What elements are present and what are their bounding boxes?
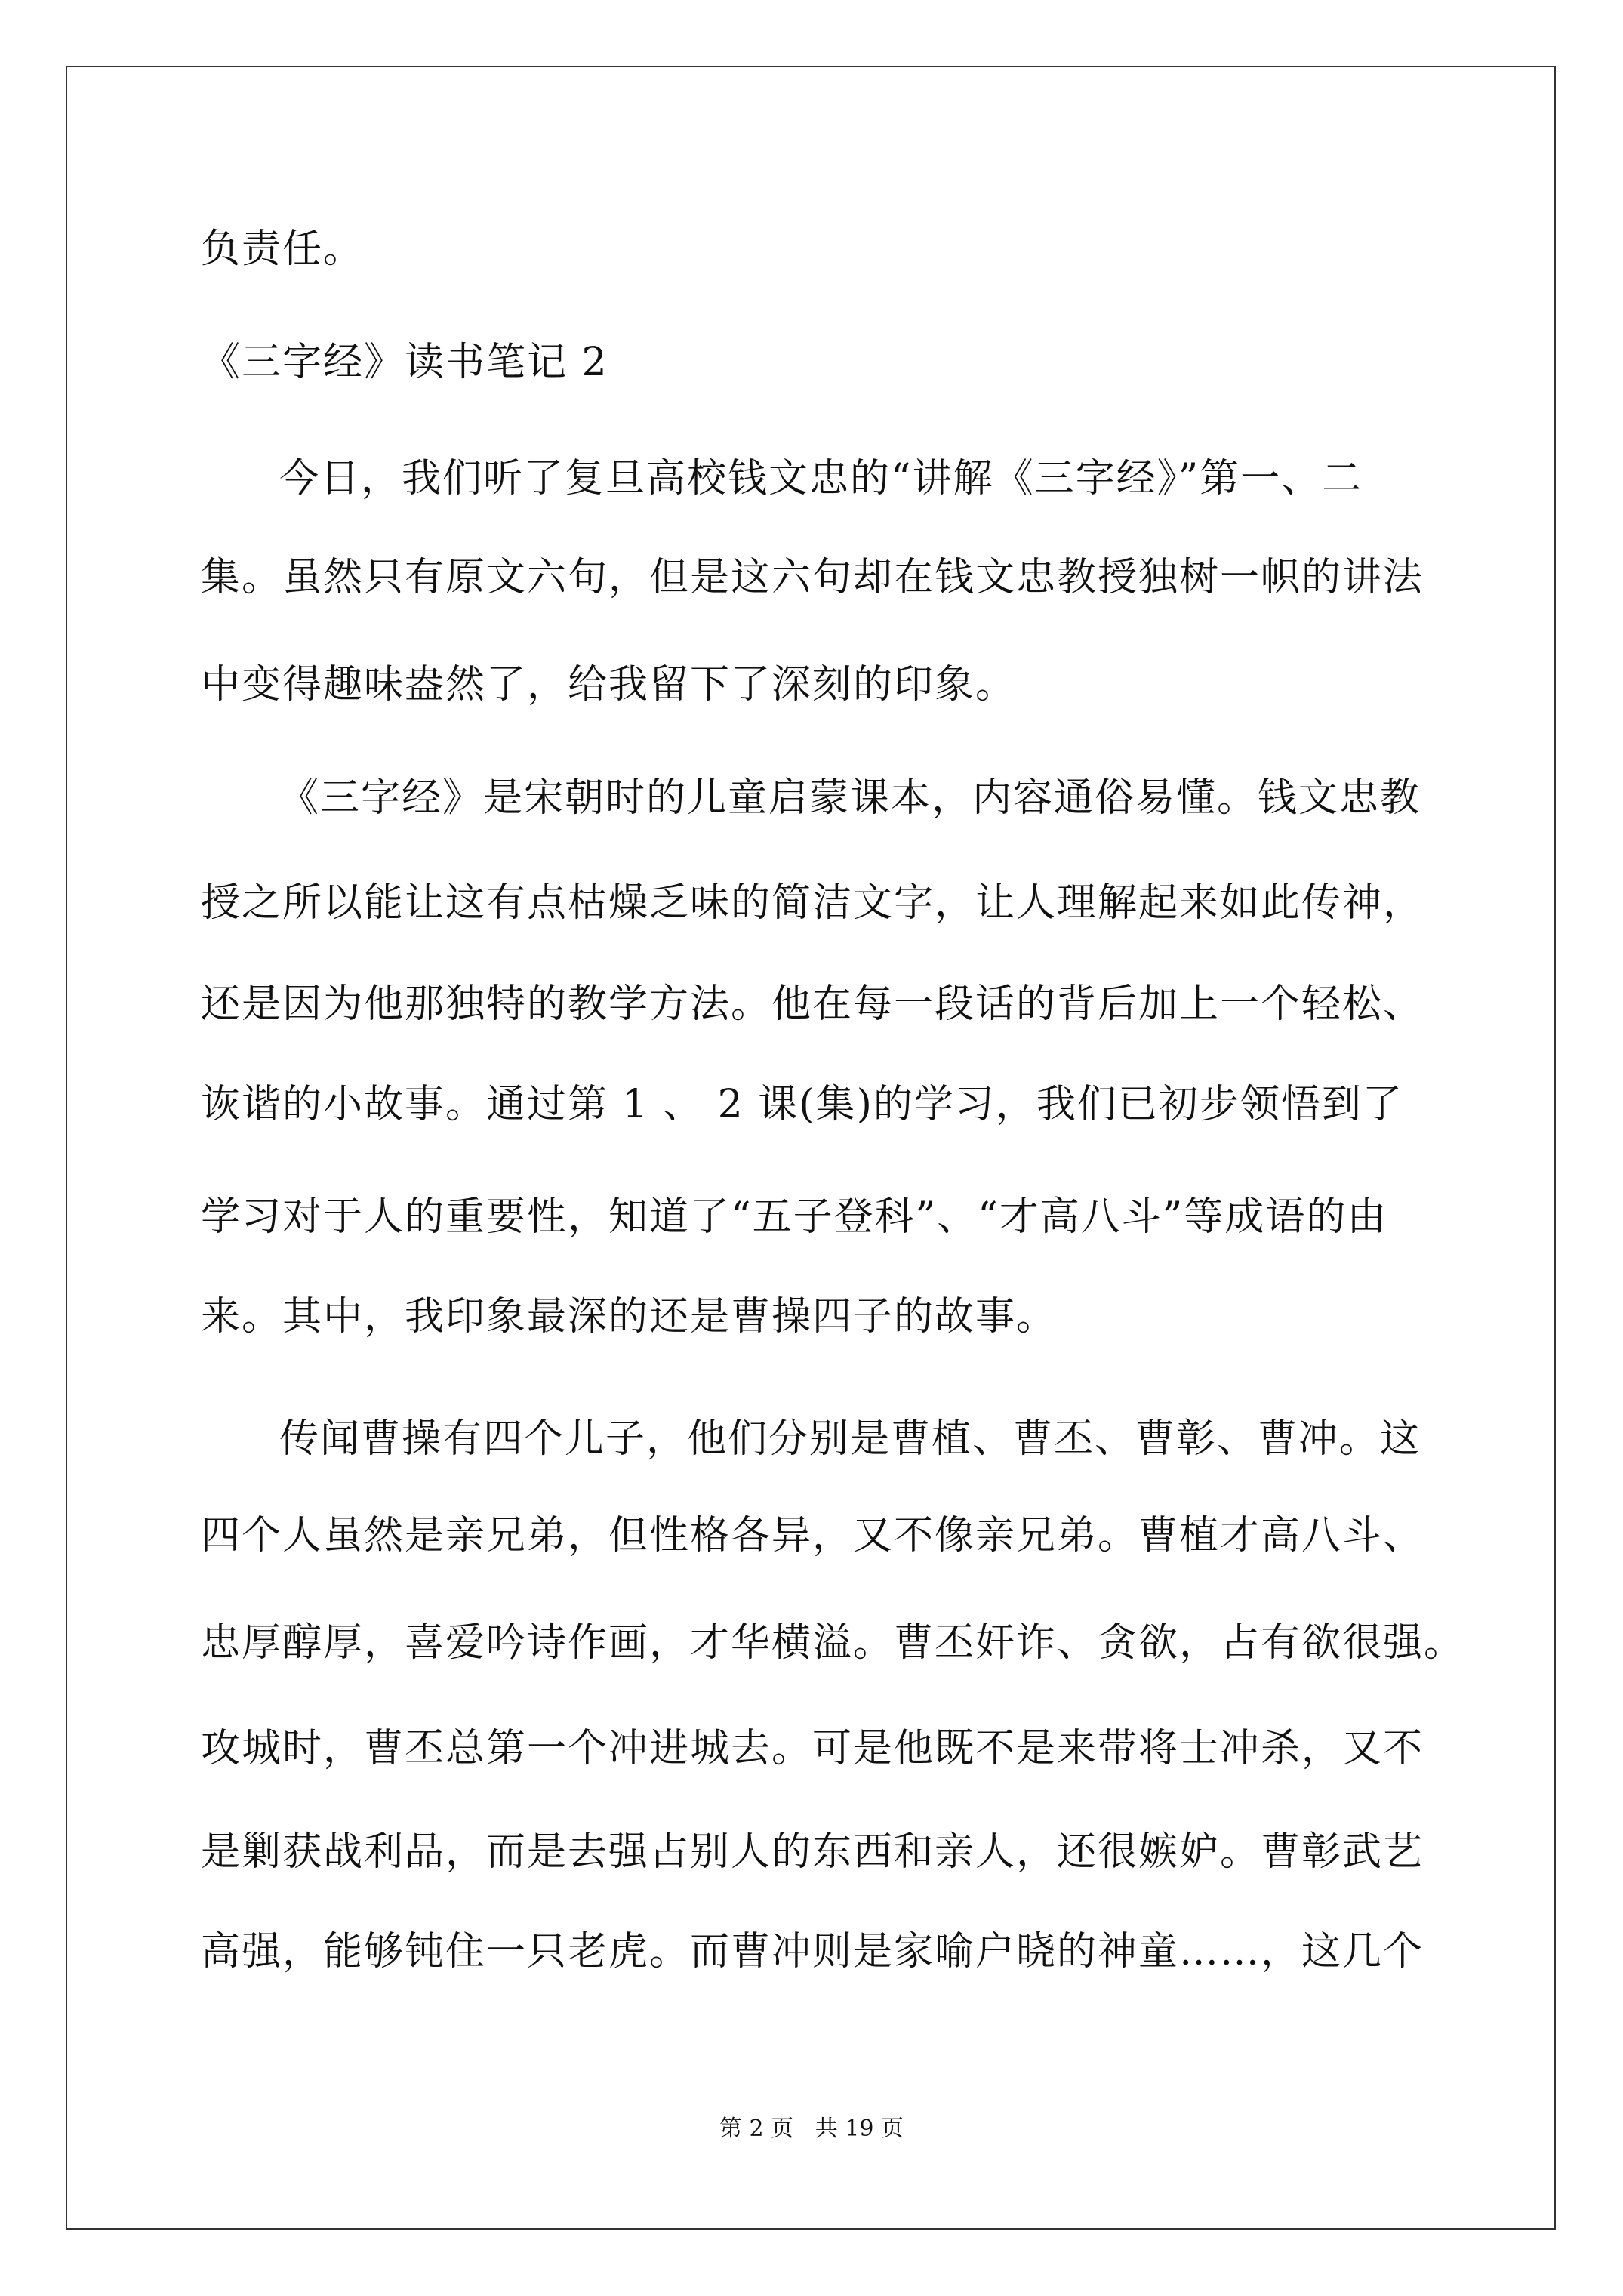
paragraph-line: 来。其中，我印象最深的还是曹操四子的故事。 [201, 1294, 1058, 1339]
paragraph-line: 今日，我们听了复旦高校钱文忠的“讲解《三字经》”第一、二 [279, 456, 1363, 501]
paragraph-line: 集。虽然只有原文六句，但是这六句却在钱文忠教授独树一帜的讲法 [201, 555, 1424, 600]
paragraph-line: 中变得趣味盎然了，给我留下了深刻的印象。 [201, 662, 1017, 707]
page-number: 第 2 页 共 19 页 [719, 2116, 904, 2142]
paragraph-line: 四个人虽然是亲兄弟，但性格各异，又不像亲兄弟。曹植才高八斗、 [201, 1513, 1424, 1558]
page-border [66, 66, 1556, 2230]
paragraph-line: 《三字经》是宋朝时的儿童启蒙课本，内容通俗易懂。钱文忠教 [279, 775, 1421, 821]
paragraph-line: 学习对于人的重要性，知道了“五子登科”、“才高八斗”等成语的由 [201, 1194, 1388, 1240]
paragraph-line: 忠厚醇厚，喜爱吟诗作画，才华横溢。曹丕奸诈、贪欲，占有欲很强。 [201, 1620, 1465, 1666]
paragraph-line: 诙谐的小故事。通过第 1 、 2 课(集)的学习，我们已初步领悟到了 [201, 1082, 1403, 1127]
paragraph-line: 攻城时，曹丕总第一个冲进城去。可是他既不是来带将士冲杀，又不 [201, 1726, 1424, 1771]
paragraph-line: 授之所以能让这有点枯燥乏味的简洁文字，让人理解起来如此传神， [201, 880, 1424, 926]
section-heading: 《三字经》读书笔记 2 [201, 340, 608, 385]
paragraph-line: 高强，能够钝住一只老虎。而曹冲则是家喻户晓的神童……，这几个 [201, 1929, 1424, 1974]
paragraph-line: 是剿获战利品，而是去强占别人的东西和亲人，还很嫉妒。曹彰武艺 [201, 1829, 1424, 1875]
paragraph-line: 还是因为他那独特的教学方法。他在每一段话的背后加上一个轻松、 [201, 982, 1424, 1027]
text-line: 负责任。 [201, 227, 365, 272]
paragraph-line: 传闻曹操有四个儿子，他们分别是曹植、曹丕、曹彰、曹冲。这 [279, 1416, 1421, 1462]
